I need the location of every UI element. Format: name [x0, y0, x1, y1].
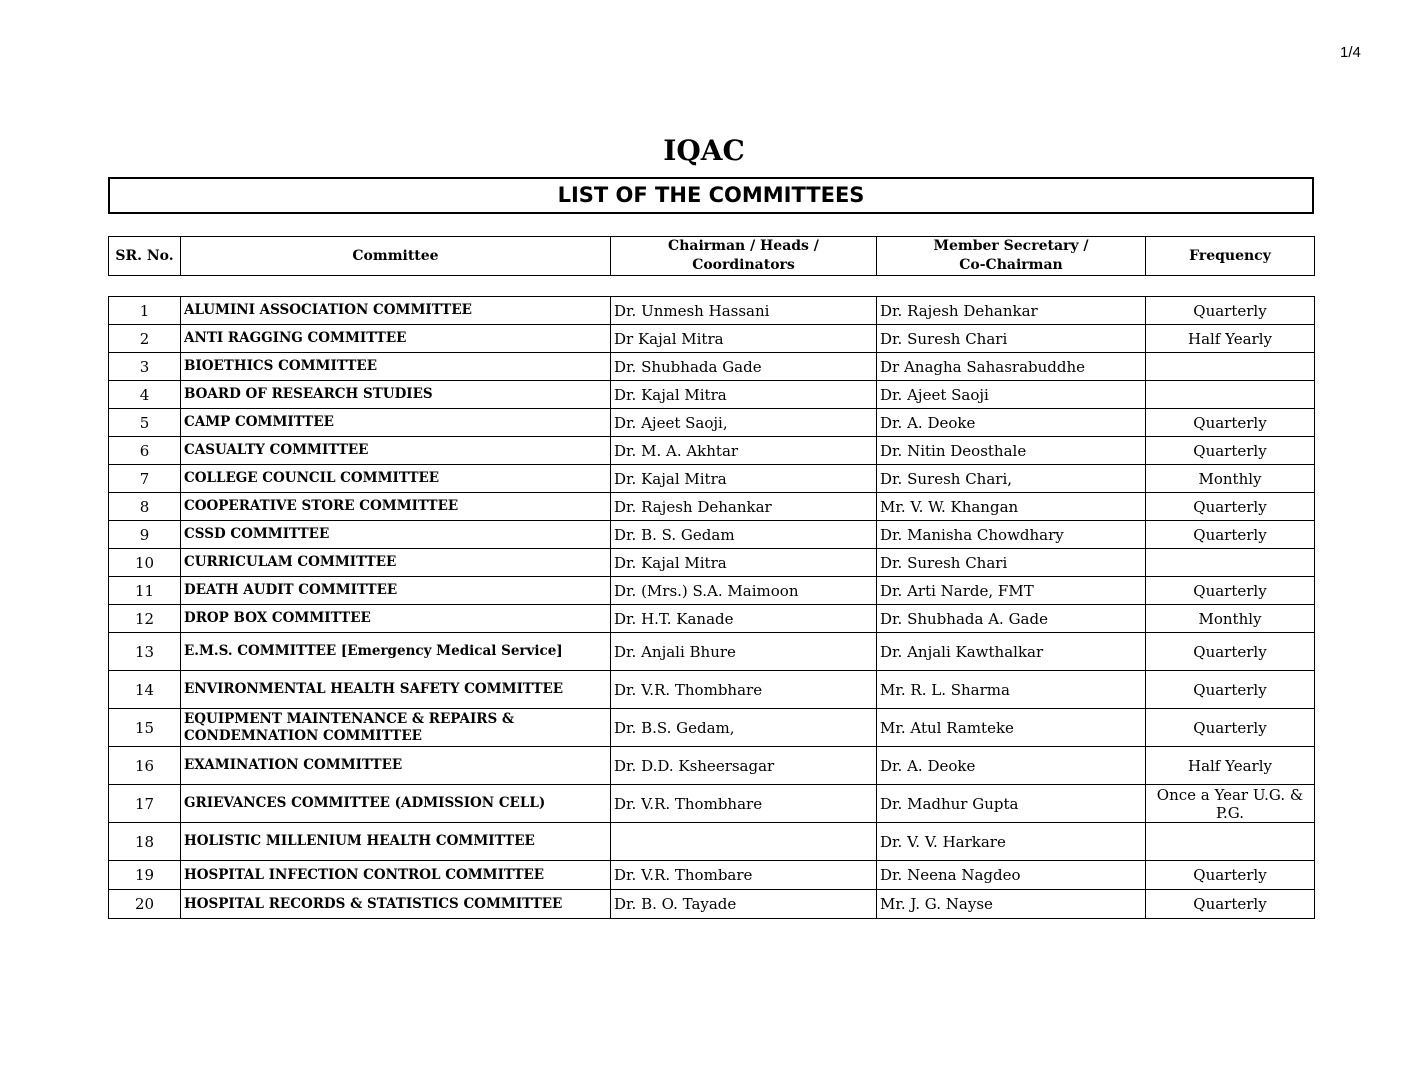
cell-frequency: Half Yearly: [1146, 325, 1315, 353]
cell-chairman: Dr. M. A. Akhtar: [611, 437, 877, 465]
table-row: [109, 861, 1315, 890]
cell-member-secretary: Dr. Anjali Kawthalkar: [877, 633, 1146, 671]
header-chairman-line-2: Coordinators: [692, 257, 795, 273]
cell-sr-no: 12: [109, 605, 181, 633]
table-row: [109, 577, 1315, 605]
header-chairman-line-1: Chairman / Heads /: [668, 238, 819, 254]
table-row: [109, 465, 1315, 493]
list-subtitle: LIST OF THE COMMITTEES: [108, 177, 1314, 214]
cell-committee: ENVIRONMENTAL HEALTH SAFETY COMMITTEE: [181, 671, 611, 709]
cell-committee: GRIEVANCES COMMITTEE (ADMISSION CELL): [181, 785, 611, 823]
cell-chairman: Dr. B.S. Gedam,: [611, 709, 877, 747]
cell-committee: EXAMINATION COMMITTEE: [181, 747, 611, 785]
cell-committee: E.M.S. COMMITTEE [Emergency Medical Service]: [181, 633, 611, 671]
cell-frequency: Quarterly: [1146, 493, 1315, 521]
table-row: [109, 353, 1315, 381]
cell-frequency: [1146, 549, 1315, 577]
cell-sr-no: 3: [109, 353, 181, 381]
cell-chairman: Dr. Unmesh Hassani: [611, 297, 877, 325]
header-secretary-line-2: Co-Chairman: [959, 257, 1063, 273]
cell-sr-no: 20: [109, 890, 181, 919]
table-row: [109, 605, 1315, 633]
header-committee: Committee: [181, 237, 611, 276]
cell-member-secretary: Dr. Suresh Chari: [877, 325, 1146, 353]
page-number: 1/4: [1340, 44, 1361, 61]
cell-chairman: Dr. B. S. Gedam: [611, 521, 877, 549]
header-frequency: Frequency: [1146, 237, 1315, 276]
cell-sr-no: 2: [109, 325, 181, 353]
header-sr-no: SR. No.: [109, 237, 181, 276]
cell-chairman: Dr. V.R. Thombhare: [611, 671, 877, 709]
cell-member-secretary: Dr. V. V. Harkare: [877, 823, 1146, 861]
cell-frequency: Quarterly: [1146, 577, 1315, 605]
table-row: [109, 549, 1315, 577]
cell-frequency: Quarterly: [1146, 297, 1315, 325]
cell-frequency: Quarterly: [1146, 671, 1315, 709]
cell-committee: HOSPITAL RECORDS & STATISTICS COMMITTEE: [181, 890, 611, 919]
cell-chairman: Dr. Ajeet Saoji,: [611, 409, 877, 437]
cell-member-secretary: Dr. Arti Narde, FMT: [877, 577, 1146, 605]
cell-chairman: Dr. Shubhada Gade: [611, 353, 877, 381]
cell-frequency: Once a Year U.G. & P.G.: [1146, 785, 1315, 823]
cell-member-secretary: Dr. Shubhada A. Gade: [877, 605, 1146, 633]
cell-member-secretary: Dr. A. Deoke: [877, 409, 1146, 437]
page-title: IQAC: [663, 134, 745, 167]
cell-committee: CASUALTY COMMITTEE: [181, 437, 611, 465]
cell-member-secretary: Mr. V. W. Khangan: [877, 493, 1146, 521]
cell-member-secretary: Mr. Atul Ramteke: [877, 709, 1146, 747]
cell-sr-no: 9: [109, 521, 181, 549]
table-row: [109, 747, 1315, 785]
table-row: [109, 409, 1315, 437]
cell-member-secretary: Dr. Neena Nagdeo: [877, 861, 1146, 890]
cell-sr-no: 4: [109, 381, 181, 409]
table-row: [109, 325, 1315, 353]
cell-committee: CAMP COMMITTEE: [181, 409, 611, 437]
table-row: [109, 823, 1315, 861]
cell-frequency: Monthly: [1146, 605, 1315, 633]
cell-frequency: Quarterly: [1146, 709, 1315, 747]
cell-member-secretary: Dr. Nitin Deosthale: [877, 437, 1146, 465]
cell-chairman: Dr. V.R. Thombare: [611, 861, 877, 890]
cell-frequency: Quarterly: [1146, 890, 1315, 919]
table-row: [109, 890, 1315, 919]
cell-chairman: [611, 823, 877, 861]
cell-committee: BOARD OF RESEARCH STUDIES: [181, 381, 611, 409]
cell-sr-no: 6: [109, 437, 181, 465]
committee-table: [108, 296, 1315, 919]
cell-chairman: Dr. Kajal Mitra: [611, 465, 877, 493]
cell-member-secretary: Dr. Suresh Chari: [877, 549, 1146, 577]
cell-chairman: Dr. Anjali Bhure: [611, 633, 877, 671]
table-row: [109, 493, 1315, 521]
cell-sr-no: 14: [109, 671, 181, 709]
cell-committee: COOPERATIVE STORE COMMITTEE: [181, 493, 611, 521]
cell-committee: ANTI RAGGING COMMITTEE: [181, 325, 611, 353]
header-member-secretary: [877, 237, 1146, 276]
cell-frequency: Quarterly: [1146, 633, 1315, 671]
cell-frequency: Quarterly: [1146, 409, 1315, 437]
cell-chairman: Dr. D.D. Ksheersagar: [611, 747, 877, 785]
cell-sr-no: 16: [109, 747, 181, 785]
cell-member-secretary: Dr. Suresh Chari,: [877, 465, 1146, 493]
cell-chairman: Dr Kajal Mitra: [611, 325, 877, 353]
cell-committee: HOSPITAL INFECTION CONTROL COMMITTEE: [181, 861, 611, 890]
cell-member-secretary: Dr. A. Deoke: [877, 747, 1146, 785]
cell-frequency: Half Yearly: [1146, 747, 1315, 785]
cell-sr-no: 15: [109, 709, 181, 747]
cell-chairman: Dr. B. O. Tayade: [611, 890, 877, 919]
cell-committee: DROP BOX COMMITTEE: [181, 605, 611, 633]
cell-sr-no: 13: [109, 633, 181, 671]
cell-committee: EQUIPMENT MAINTENANCE & REPAIRS & CONDEMNATION COMMITTEE: [181, 709, 611, 747]
cell-committee: ALUMINI ASSOCIATION COMMITTEE: [181, 297, 611, 325]
cell-chairman: Dr. Kajal Mitra: [611, 549, 877, 577]
cell-sr-no: 17: [109, 785, 181, 823]
table-header: [108, 236, 1315, 276]
cell-frequency: [1146, 823, 1315, 861]
table-row: [109, 671, 1315, 709]
cell-chairman: Dr. Kajal Mitra: [611, 381, 877, 409]
table-row: [109, 381, 1315, 409]
cell-committee: CURRICULAM COMMITTEE: [181, 549, 611, 577]
cell-frequency: Quarterly: [1146, 521, 1315, 549]
cell-sr-no: 10: [109, 549, 181, 577]
cell-frequency: Quarterly: [1146, 437, 1315, 465]
cell-member-secretary: Dr. Manisha Chowdhary: [877, 521, 1146, 549]
table-row: [109, 521, 1315, 549]
cell-chairman: Dr. H.T. Kanade: [611, 605, 877, 633]
cell-member-secretary: Dr Anagha Sahasrabuddhe: [877, 353, 1146, 381]
cell-committee: CSSD COMMITTEE: [181, 521, 611, 549]
cell-sr-no: 7: [109, 465, 181, 493]
cell-frequency: [1146, 353, 1315, 381]
table-row: [109, 785, 1315, 823]
cell-committee: COLLEGE COUNCIL COMMITTEE: [181, 465, 611, 493]
table-row: [109, 437, 1315, 465]
table-row: [109, 633, 1315, 671]
cell-member-secretary: Mr. J. G. Nayse: [877, 890, 1146, 919]
cell-frequency: Monthly: [1146, 465, 1315, 493]
cell-sr-no: 11: [109, 577, 181, 605]
cell-chairman: Dr. Rajesh Dehankar: [611, 493, 877, 521]
cell-sr-no: 18: [109, 823, 181, 861]
cell-member-secretary: Mr. R. L. Sharma: [877, 671, 1146, 709]
cell-member-secretary: Dr. Ajeet Saoji: [877, 381, 1146, 409]
cell-member-secretary: Dr. Rajesh Dehankar: [877, 297, 1146, 325]
cell-committee: BIOETHICS COMMITTEE: [181, 353, 611, 381]
cell-sr-no: 19: [109, 861, 181, 890]
cell-frequency: [1146, 381, 1315, 409]
cell-sr-no: 8: [109, 493, 181, 521]
cell-committee: DEATH AUDIT COMMITTEE: [181, 577, 611, 605]
cell-sr-no: 1: [109, 297, 181, 325]
header-chairman: [611, 237, 877, 276]
header-secretary-line-1: Member Secretary /: [933, 238, 1089, 254]
cell-member-secretary: Dr. Madhur Gupta: [877, 785, 1146, 823]
cell-committee: HOLISTIC MILLENIUM HEALTH COMMITTEE: [181, 823, 611, 861]
cell-sr-no: 5: [109, 409, 181, 437]
cell-chairman: Dr. V.R. Thombhare: [611, 785, 877, 823]
cell-frequency: Quarterly: [1146, 861, 1315, 890]
table-row: [109, 297, 1315, 325]
table-row: [109, 709, 1315, 747]
cell-chairman: Dr. (Mrs.) S.A. Maimoon: [611, 577, 877, 605]
